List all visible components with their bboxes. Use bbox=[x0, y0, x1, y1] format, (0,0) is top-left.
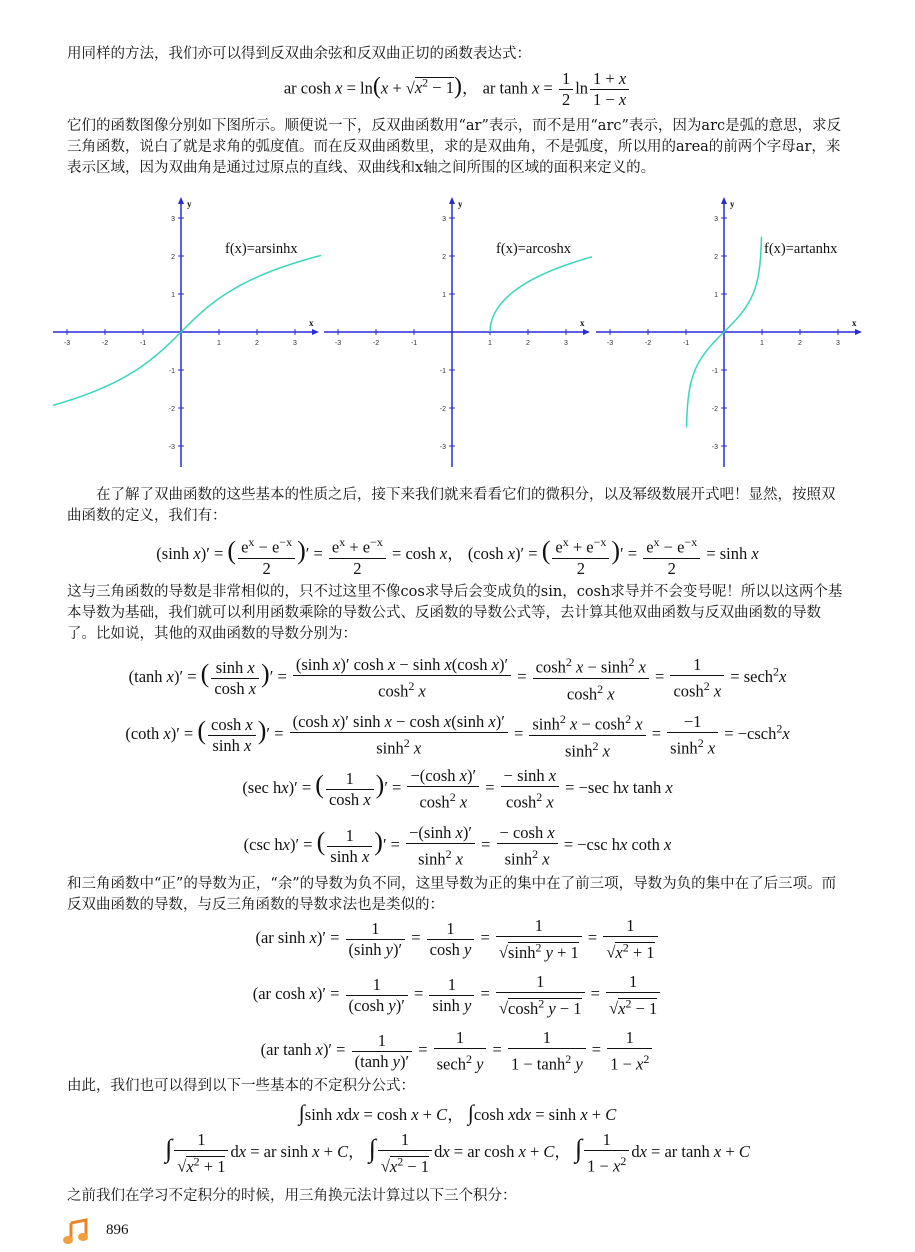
formula-artanh-derivative: (ar tanh x)′ = $\frac{1}{\text{(tanh y)′}}$ = $\frac{1}{\sec h^2 y}$ = $\frac{1}{1 - \tanh^2 y}$ = $\frac{1}{1 - x^2}$ bbox=[0, 1028, 915, 1075]
x-axis-arrow bbox=[855, 329, 862, 335]
formula-basic-integrals: ∫sinh xdx = cosh x + C， ∫cosh xdx = sinh x + C bbox=[298, 1100, 617, 1125]
x-tick-label: -2 bbox=[372, 340, 380, 347]
page-number: 896 bbox=[106, 1222, 129, 1238]
artanh-chart bbox=[596, 195, 864, 467]
x-tick-label: -3 bbox=[334, 340, 342, 347]
y-tick-label: 1 bbox=[714, 292, 718, 299]
formula-sinh-cosh-derivative: (sinh x)′ = ( $\frac{e^x - e^{-x}}{2}$ )′ = $\frac{e^x + e^{-x}}{2}$ = cosh x， (cosh x)′ = ( $\frac{e^x + e^{-x}}{2}$ )′ = $\frac{e^x - e^{-x}}{2}$ = sinh x bbox=[0, 532, 915, 579]
y-tick-label: -3 bbox=[168, 444, 175, 451]
formula-arsinh-derivative: (ar sinh x)′ = $\frac{1}{\text{(sinh y)′}}$ = $\frac{1}{\text{cosh y}}$ = $\frac{1}{√\sinh^2 y + 1}$ = $\frac{1}{√x^2 + 1}$ bbox=[0, 916, 915, 963]
y-tick-label: -1 bbox=[711, 368, 718, 375]
x-tick-label: 2 bbox=[526, 340, 530, 347]
formula-arcosh-artanh: ar $\cosh x = \ln(x + √x^2 - 1)$， ar tanh x = $\frac{1}{2}$ ln $\frac{1 + x}{1 - x}$ bbox=[0, 69, 915, 110]
paragraph-5: 和三角函数中“正”的导数为正，“余”的导数为负不同，这里导数为正的集中在了前三项，导数为负的集中在了后三项。而反双曲函数的导数，与反三角函数的导数求法也是类似的： bbox=[67, 876, 837, 913]
y-axis-arrow bbox=[449, 197, 455, 204]
y-tick-label: 3 bbox=[714, 216, 718, 223]
y-tick-label: -2 bbox=[168, 406, 175, 413]
y-tick-label: 1 bbox=[171, 292, 175, 299]
x-tick-label: -3 bbox=[63, 340, 71, 347]
paragraph-4: 这与三角函数的导数是非常相似的，只不过这里不像cos求导后会变成负的sin，cosh求导并不会变号呢！所以以这两个基本导数为基础，我们就可以利用函数乘除的导数公式、反函数的导数公式等，去计算其他双曲函数与反双曲函数的导数了。比如说，其他的双曲函数的导数分别为： bbox=[67, 584, 843, 642]
y-tick-label: -2 bbox=[439, 406, 446, 413]
formula-inverse-integrals: ∫ $\frac{1}{√x^2 + 1}$ dx = ar sinh x + C， ∫ $\frac{1}{√x^2 - 1}$ dx = ar cosh x + C， ∫ $\frac{1}{1 - x^2}$ dx = ar tanh x + C bbox=[165, 1130, 750, 1176]
function-curve bbox=[53, 255, 321, 405]
y-tick-label: 2 bbox=[442, 254, 446, 261]
x-tick-label: -3 bbox=[606, 340, 614, 347]
x-tick-label: -1 bbox=[139, 340, 147, 347]
y-tick-label: 2 bbox=[171, 254, 175, 261]
formula-tanh-derivative: (tanh x)′ = ( $\frac{\text{sinh x}}{\text{cosh x}}$ )′ = $\frac{\text{(sinh x)′ cosh x − sinh x(cosh x)′}}{\cosh^2 x}$ = $\frac{\cosh^2 x - \sinh^2 x}{\cosh^2 x}$ = $\frac{1}{\cosh^2 x}$ = sech$^2$x bbox=[0, 652, 915, 704]
y-tick-label: 3 bbox=[171, 216, 175, 223]
x-axis-label: x bbox=[580, 318, 585, 328]
y-tick-label: -1 bbox=[439, 368, 446, 375]
y-tick-label: -3 bbox=[439, 444, 446, 451]
y-tick-label: -3 bbox=[711, 444, 718, 451]
x-tick-label: 2 bbox=[798, 340, 802, 347]
x-tick-label: 3 bbox=[564, 340, 568, 347]
formula-sech-derivative: (sec hx)′ = ( $\frac{1}{\text{cosh x}}$ )′ = $\frac{\text{−(cosh x)′}}{\cosh^2 x}$ = $\frac{\text{− sinh x}}{\cosh^2 x}$ = −sec hx tanh x bbox=[242, 766, 673, 812]
function-label: f(x)=artanhx bbox=[764, 241, 838, 257]
formula-arcosh-derivative: (ar cosh x)′ = $\frac{1}{\text{(cosh y)′}}$ = $\frac{1}{\text{sinh y}}$ = $\frac{1}{√\cosh^2 y - 1}$ = $\frac{1}{√x^2 - 1}$ bbox=[0, 972, 915, 1019]
paragraph-6: 由此，我们也可以得到以下一些基本的不定积分公式： bbox=[67, 1078, 415, 1094]
paragraph-1: 用同样的方法，我们亦可以得到反双曲余弦和反双曲正切的函数表达式： bbox=[67, 46, 531, 62]
paragraph-3: 在了解了双曲函数的这些基本的性质之后，接下来我们就来看看它们的微积分，以及幂级数展开式吧！显然，按照双曲函数的定义，我们有： bbox=[67, 487, 836, 524]
formula-coth-derivative: (coth x)′ = ( $\frac{\text{cosh x}}{\text{sinh x}}$ )′ = $\frac{\text{(cosh x)′ sinh x − cosh x(sinh x)′}}{\sinh^2 x}$ = $\frac{\sinh^2 x - \cosh^2 x}{\sinh^2 x}$ = $\frac{-1}{\sinh^2 x}$ = −csch$^2$x bbox=[0, 709, 915, 761]
function-label: f(x)=arsinhx bbox=[225, 241, 298, 257]
y-tick-label: 2 bbox=[714, 254, 718, 261]
y-tick-label: -2 bbox=[711, 406, 718, 413]
x-tick-label: -2 bbox=[644, 340, 652, 347]
function-curve bbox=[490, 257, 592, 332]
y-axis-arrow bbox=[721, 197, 727, 204]
x-tick-label: -1 bbox=[682, 340, 690, 347]
arsinh-chart bbox=[53, 195, 321, 467]
x-axis-arrow bbox=[312, 329, 319, 335]
x-tick-label: 2 bbox=[255, 340, 259, 347]
music-note-icon bbox=[62, 1218, 90, 1246]
x-tick-label: 3 bbox=[293, 340, 297, 347]
y-tick-label: 1 bbox=[442, 292, 446, 299]
x-tick-label: 1 bbox=[217, 340, 221, 347]
y-tick-label: -1 bbox=[168, 368, 175, 375]
formula-csch-derivative: (csc hx)′ = ( $\frac{1}{\text{sinh x}}$ )′ = $\frac{\text{−(sinh x)′}}{\sinh^2 x}$ = $\frac{\text{− cosh x}}{\sinh^2 x}$ = −csc hx coth x bbox=[243, 823, 672, 869]
y-axis-arrow bbox=[178, 197, 184, 204]
x-tick-label: 3 bbox=[836, 340, 840, 347]
arcosh-chart bbox=[324, 195, 592, 467]
x-tick-label: 1 bbox=[760, 340, 764, 347]
x-axis-label: x bbox=[852, 318, 857, 328]
x-tick-label: -2 bbox=[101, 340, 109, 347]
y-axis-label: y bbox=[187, 199, 192, 209]
x-axis-arrow bbox=[583, 329, 590, 335]
function-label: f(x)=arcoshx bbox=[496, 241, 572, 257]
x-axis-label: x bbox=[309, 318, 314, 328]
y-tick-label: 3 bbox=[442, 216, 446, 223]
x-tick-label: 1 bbox=[488, 340, 492, 347]
paragraph-2: 它们的函数图像分别如下图所示。顺便说一下，反双曲函数用“ar”表示，而不是用“arc”表示，因为arc是弧的意思，求反三角函数，说白了就是求角的弧度值。而在反双曲函数里，求的是双曲角，不是弧度，所以用的area的前两个字母ar，来表示区域，因为双曲角是通过过原点的直线、双曲线和x轴之间所围的区域的面积来定义的。 bbox=[67, 118, 842, 176]
y-axis-label: y bbox=[458, 199, 463, 209]
x-tick-label: -1 bbox=[410, 340, 418, 347]
paragraph-7: 之前我们在学习不定积分的时候，用三角换元法计算过以下三个积分： bbox=[67, 1188, 517, 1204]
y-axis-label: y bbox=[730, 199, 735, 209]
